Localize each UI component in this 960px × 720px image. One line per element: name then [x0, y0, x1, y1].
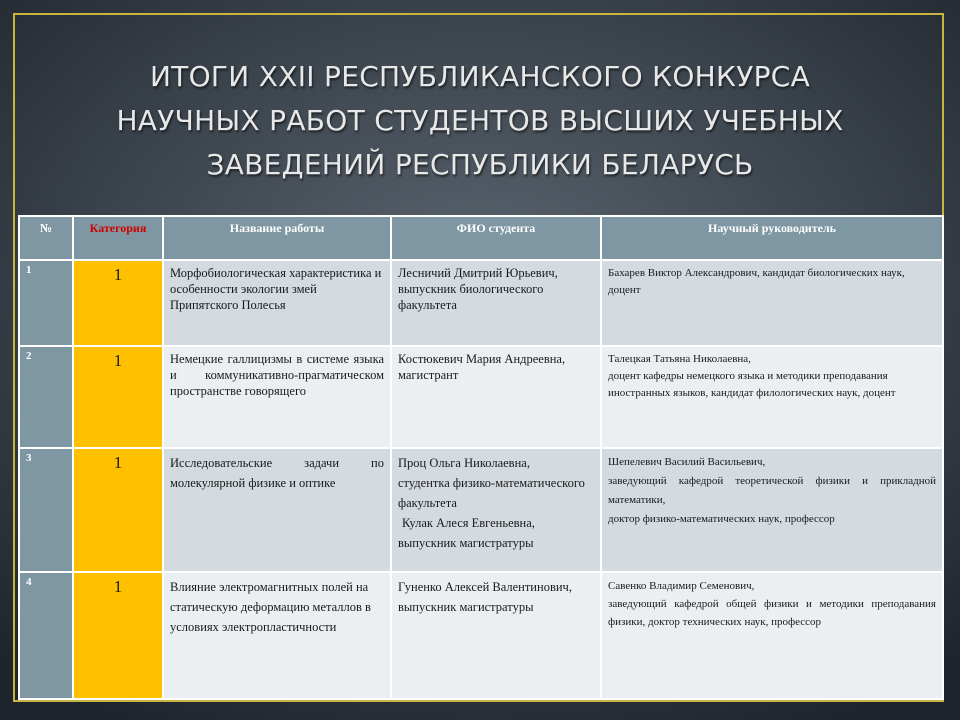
- results-table: [18, 215, 944, 700]
- table-row: [19, 260, 943, 346]
- row-supervisor: [601, 448, 943, 572]
- row-student: [391, 346, 601, 448]
- table-row: [19, 346, 943, 448]
- supervisor-line: доктор физико-математических наук, профессор: [608, 513, 835, 525]
- header-category: Категория: [73, 216, 163, 260]
- title-line-3: ЗАВЕДЕНИЙ РЕСПУБЛИКИ БЕЛАРУСЬ: [206, 148, 754, 181]
- work-line: Влияние электромагнитных полей на статическую деформацию металлов в условиях электропластичности: [170, 580, 371, 634]
- row-category: 1: [73, 260, 163, 346]
- row-supervisor: [601, 346, 943, 448]
- student-line: студентка физико-математического факультета: [398, 476, 585, 510]
- row-num: 2: [19, 346, 73, 448]
- header-num: №: [19, 216, 73, 260]
- student-line: Кулак Алеся Евгеньевна,: [402, 516, 535, 530]
- student-line: магистрант: [398, 368, 459, 382]
- row-category: 1: [73, 448, 163, 572]
- work-line: Немецкие галлицизмы в системе языка и коммуникативно-прагматическом пространстве говорящего: [170, 352, 384, 398]
- header-row: [19, 216, 943, 260]
- row-num: 1: [19, 260, 73, 346]
- supervisor-line: доцент кафедры немецкого языка и методики преподавания иностранных языков, кандидат филологических наук, доцент: [608, 370, 896, 399]
- student-line: выпускник магистратуры: [398, 536, 534, 550]
- row-num: 4: [19, 572, 73, 699]
- row-category: 1: [73, 346, 163, 448]
- student-line: Проц Ольга Николаевна,: [398, 456, 530, 470]
- row-student: [391, 572, 601, 699]
- supervisor-line: заведующий кафедрой теоретической физики и прикладной математики,: [608, 475, 936, 506]
- row-work: [163, 346, 391, 448]
- supervisor-line: заведующий кафедрой общей физики и методики преподавания физики, доктор технических наук, профессор: [608, 598, 936, 628]
- header-work: Название работы: [163, 216, 391, 260]
- supervisor-line: Бахарев Виктор Александрович, кандидат биологических наук, доцент: [608, 267, 905, 296]
- row-supervisor: [601, 260, 943, 346]
- header-student: ФИО студента: [391, 216, 601, 260]
- row-student: [391, 260, 601, 346]
- supervisor-line: Шепелевич Василий Васильевич,: [608, 456, 766, 468]
- student-line: выпускник магистратуры: [398, 600, 534, 614]
- header-supervisor: Научный руководитель: [601, 216, 943, 260]
- row-supervisor: [601, 572, 943, 699]
- student-line: Костюкевич Мария Андреевна,: [398, 352, 566, 366]
- row-student: [391, 448, 601, 572]
- title-line-2: НАУЧНЫХ РАБОТ СТУДЕНТОВ ВЫСШИХ УЧЕБНЫХ: [116, 104, 844, 137]
- table-row: [19, 448, 943, 572]
- supervisor-line: Савенко Владимир Семенович,: [608, 580, 755, 592]
- work-line: Исследовательские задачи по молекулярной физике и оптике: [170, 456, 384, 490]
- row-category: 1: [73, 572, 163, 699]
- student-line: Гуненко Алексей Валентинович,: [398, 580, 572, 594]
- row-work: [163, 572, 391, 699]
- slide-title: [20, 55, 940, 187]
- work-line: Морфобиологическая характеристика и особенности экологии змей Припятского Полесья: [170, 266, 382, 312]
- supervisor-line: Талецкая Татьяна Николаевна,: [608, 353, 751, 365]
- row-work: [163, 260, 391, 346]
- table-row: [19, 572, 943, 699]
- row-num: 3: [19, 448, 73, 572]
- student-line: Лесничий Дмитрий Юрьевич, выпускник биологического факультета: [398, 266, 558, 312]
- title-line-1: ИТОГИ XXII РЕСПУБЛИКАНСКОГО КОНКУРСА: [149, 60, 811, 93]
- row-work: [163, 448, 391, 572]
